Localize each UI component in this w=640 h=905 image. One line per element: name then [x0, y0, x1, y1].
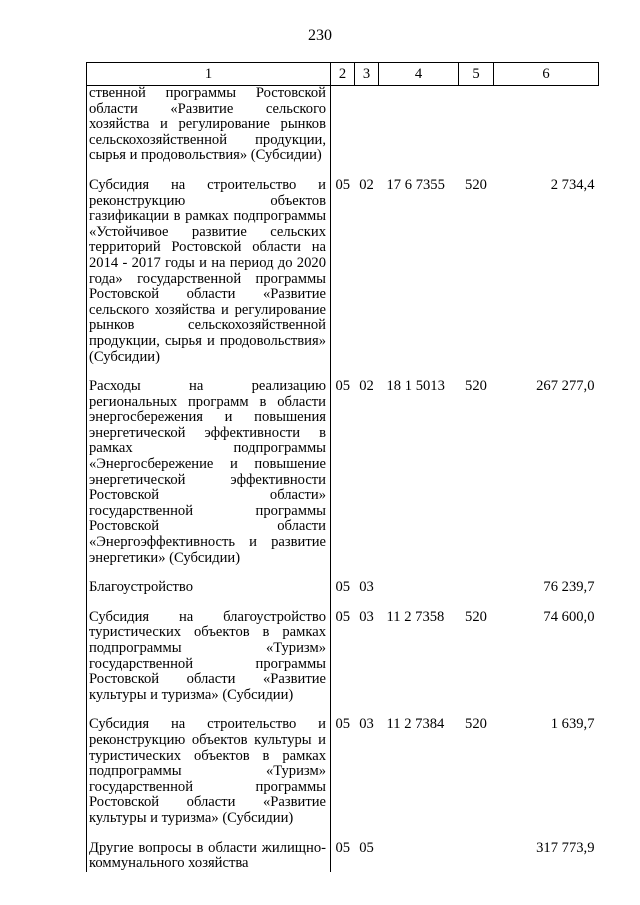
- table-row: [87, 717, 599, 840]
- row-pr: 03: [359, 579, 374, 596]
- table-row: [87, 580, 599, 610]
- row-sum: 267 277,0: [536, 378, 595, 395]
- header-col-1: 1: [87, 63, 331, 86]
- row-name: Другие вопросы в области жилищно-коммунального хозяйства: [87, 841, 331, 872]
- header-row: [87, 63, 599, 86]
- row-pr: 05: [359, 839, 374, 856]
- row-pr: 03: [359, 716, 374, 733]
- row-rz: 05: [335, 176, 351, 193]
- row-rz: 05: [335, 716, 351, 733]
- row-name: Благоустройство: [87, 580, 331, 610]
- row-sum: 2 734,4: [550, 176, 595, 193]
- row-csr: 11 2 7358: [386, 608, 445, 625]
- row-name: Субсидия на строительство и реконструкцию объектов культуры и туристических объектов в рамках подпрограммы «Туризм» государственной программы Ростовской области «Развитие культуры и туризма» (Субсидии): [87, 717, 331, 840]
- row-vr: 520: [465, 176, 487, 193]
- row-pr: 02: [359, 176, 374, 193]
- row-name: Расходы на реализацию региональных программ в области энергосбережения и повышения энергетической эффективности в рамках подпрограммы «Энергосбережение и повышение энергетической эффективности Ростовской области» государственной программы Ростовской области «Энергоэффективность и развитие энергетики» (Субсидии): [87, 379, 331, 580]
- row-rz: [331, 86, 355, 178]
- header-col-4: 4: [379, 63, 459, 86]
- row-vr: [459, 580, 494, 610]
- page-number: 230: [308, 27, 332, 44]
- row-pr: 02: [359, 378, 374, 395]
- row-rz: 05: [335, 839, 351, 856]
- row-csr: 17 6 7355: [386, 176, 445, 193]
- table-row: [87, 610, 599, 718]
- row-sum: 317 773,9: [536, 839, 595, 856]
- row-rz: 05: [335, 378, 351, 395]
- row-vr: 520: [465, 378, 487, 395]
- row-csr: [379, 841, 459, 872]
- budget-table: [86, 62, 599, 872]
- table-row: [87, 379, 599, 580]
- row-vr: [459, 841, 494, 872]
- row-sum: [494, 86, 599, 178]
- row-vr: 520: [465, 608, 487, 625]
- row-rz: 05: [335, 579, 351, 596]
- table-row: [87, 178, 599, 379]
- header-col-2: 2: [331, 63, 355, 86]
- row-csr: [379, 86, 459, 178]
- row-vr: [459, 86, 494, 178]
- row-csr: [379, 580, 459, 610]
- row-sum: 74 600,0: [543, 608, 595, 625]
- row-csr: 11 2 7384: [386, 716, 445, 733]
- row-name: Субсидия на строительство и реконструкцию объектов газификации в рамках подпрограммы «Устойчивое развитие сельских территорий Ростовской области на 2014 - 2017 годы и на период до 2020 года» государственной программы Ростовской области «Развитие сельского хозяйства и регулирование рынков сельскохозяйственной продукции, сырья и продовольствия» (Субсидии): [87, 178, 331, 379]
- row-name: Субсидия на благоустройство туристических объектов в рамках подпрограммы «Туризм» государственной программы Ростовской области «Развитие культуры и туризма» (Субсидии): [87, 610, 331, 718]
- row-pr: [355, 86, 379, 178]
- row-pr: 03: [359, 608, 374, 625]
- row-rz: 05: [335, 608, 351, 625]
- row-name: ственной программы Ростовской области «Развитие сельского хозяйства и регулирование рынков сельскохозяйственной продукции, сырья и продовольствия» (Субсидии): [87, 86, 331, 178]
- header-col-6: 6: [494, 63, 599, 86]
- row-vr: 520: [465, 716, 487, 733]
- row-sum: 1 639,7: [550, 716, 595, 733]
- table-row: [87, 841, 599, 872]
- row-sum: 76 239,7: [543, 579, 595, 596]
- header-col-3: 3: [355, 63, 379, 86]
- header-col-5: 5: [459, 63, 494, 86]
- row-csr: 18 1 5013: [386, 378, 445, 395]
- table-row: [87, 86, 599, 178]
